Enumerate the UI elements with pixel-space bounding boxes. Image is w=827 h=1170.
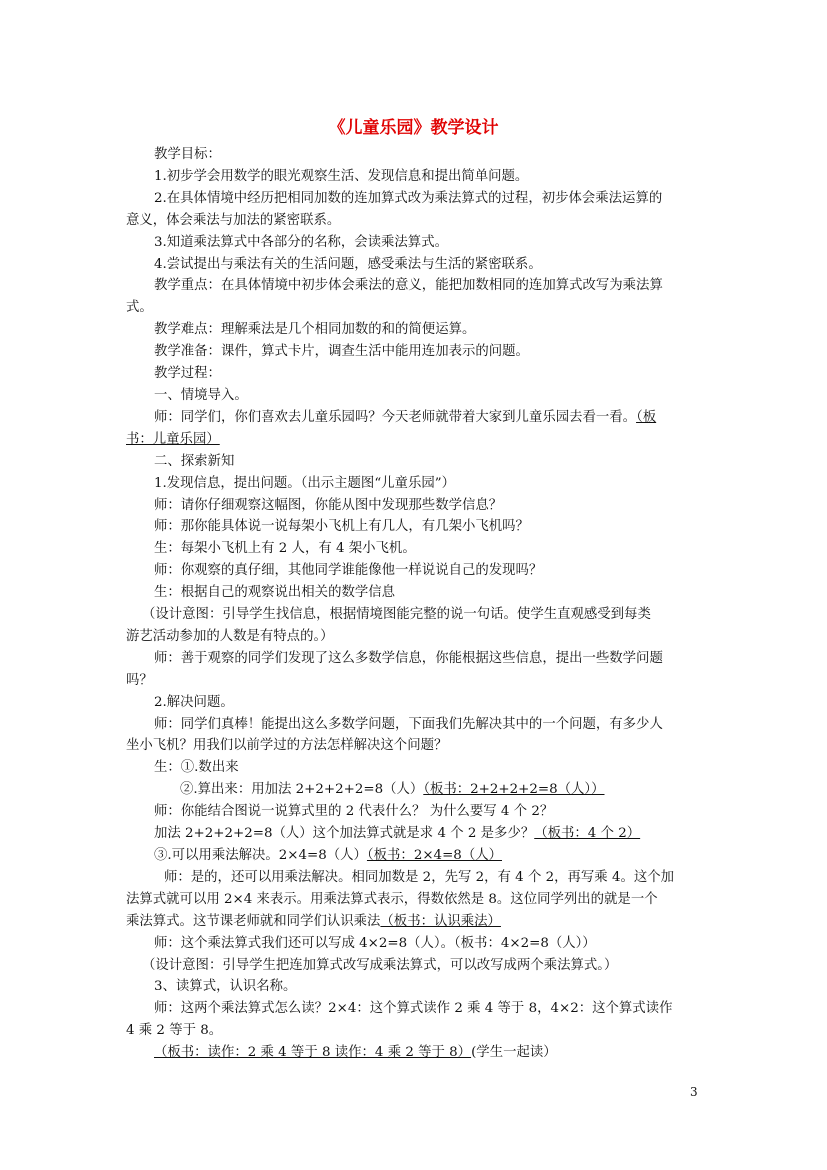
paragraph-line: 师：请你仔细观察这幅图，你能从图中发现那些数学信息？ (154, 497, 503, 513)
paragraph-line (126, 823, 706, 845)
document-body (126, 144, 706, 1064)
paragraph-line: 1.发现信息，提出问题。（出示主题图“儿童乐园”） (154, 475, 455, 491)
paragraph-line: 4 乘 2 等于 8。 (126, 1023, 223, 1039)
paragraph-line (126, 407, 706, 429)
design-intent-line: 游艺活动参加的人数是有特点的。） (126, 628, 334, 644)
paragraph-line: 意义，体会乘法与加法的紧密联系。 (126, 212, 341, 228)
section-heading: 3、读算式，认识名称。 (154, 979, 297, 995)
paragraph-line: 教学过程： (154, 366, 221, 382)
paragraph-line: 教学准备：课件，算式卡片，调查生活中能用连加表示的问题。 (154, 344, 529, 360)
paragraph-line (126, 779, 706, 801)
paragraph-line: 2.在具体情境中经历把相同加数的连加算式改为乘法算式的过程，初步体会乘法运算的 (154, 190, 663, 206)
blackboard-note: （板书：2×4=8（人） (366, 848, 502, 863)
blackboard-note: （板书：认识乘法） (380, 913, 501, 929)
blackboard-note: 书：儿童乐园） (126, 431, 220, 447)
blackboard-note: （板书：读作：2 乘 4 等于 8 读作：4 乘 2 等于 8） (154, 1045, 472, 1061)
paragraph-line: 吗？ (126, 672, 153, 688)
section-heading: 二、探索新知 (154, 453, 235, 469)
line-text: (学生一起读） (471, 1045, 557, 1061)
paragraph-line: 教学难点：理解乘法是几个相同加数的和的简便运算。 (154, 322, 476, 338)
paragraph-line: 师：你能结合图说一说算式里的 2 代表什么？ 为什么要写 4 个 2？ (154, 804, 554, 820)
line-text: 加法 2+2+2+2=8（人）这个加法算式就是求 4 个 2 是多少？ (154, 826, 535, 842)
paragraph-line (126, 1042, 706, 1064)
section-heading: 一、情境导入。 (154, 387, 248, 403)
paragraph-line: 师：那你能具体说一说每架小飞机上有几人，有几架小飞机吗？ (154, 519, 529, 535)
blackboard-note: （板 (636, 409, 657, 425)
paragraph-line: 生：①.数出来 (154, 760, 239, 776)
paragraph-line: 师：同学们真棒！能提出这么多数学问题，下面我们先解决其中的一个问题，有多少人 (154, 716, 663, 732)
page-number: 3 (690, 1085, 698, 1099)
paragraph-line: 师：是的，还可以用乘法解决。相同加数是 2，先写 2，有 4 个 2，再写乘 4。这个加 (164, 869, 675, 885)
paragraph-line: 4.尝试提出与乘法有关的生活问题，感受乘法与生活的紧密联系。 (154, 256, 542, 272)
paragraph-line: 2.解决问题。 (154, 694, 234, 710)
paragraph-line: 1.初步学会用数学的眼光观察生活、发现信息和提出简单问题。 (154, 168, 529, 184)
paragraph-line: 坐小飞机？用我们以前学过的方法怎样解决这个问题？ (126, 738, 448, 754)
blackboard-note: （板书：2+2+2+2=8（人）） (423, 782, 605, 798)
line-text: 乘法算式。这节课老师就和同学们认识乘法 (126, 913, 381, 929)
paragraph-line: 3.知道乘法算式中各部分的名称，会读乘法算式。 (154, 234, 448, 250)
paragraph-line: 教学目标： (154, 147, 221, 162)
line-text: ②.算出来：用加法 2+2+2+2=8（人） (180, 782, 424, 798)
paragraph-line: 教学重点：在具体情境中初步体会乘法的意义，能把加数相同的连加算式改写为乘法算 (154, 278, 663, 294)
line-text: ③.可以用乘法解决。2×4=8（人） (154, 848, 367, 863)
paragraph-line: 师：善于观察的同学们发现了这么多数学信息，你能根据这些信息，提出一些数学问题 (154, 650, 663, 666)
paragraph-line: 师：这两个乘法算式怎么读？2×4：这个算式读作 2 乘 4 等于 8，4×2：这个算式读作 (154, 1001, 673, 1017)
paragraph-line: 法算式就可以用 2×4 来表示。用乘法算式表示，得数依然是 8。这位同学列出的就是一个 (126, 891, 658, 907)
paragraph-line (126, 911, 706, 933)
design-intent-line: （设计意图：引导学生把连加算式改写成乘法算式，可以改写成两个乘法算式。） (142, 957, 618, 973)
design-intent-line: （设计意图：引导学生找信息，根据情境图能完整的说一句话。使学生直观感受到每类 (142, 607, 651, 623)
paragraph-line: 生：根据自己的观察说出相关的数学信息 (154, 585, 396, 601)
document-title: 《儿童乐园》教学设计 (328, 118, 499, 138)
paragraph-line: 生：每架小飞机上有 2 人，有 4 架小飞机。 (154, 541, 416, 557)
paragraph-line: 式。 (126, 300, 153, 316)
paragraph-line: 师：这个乘法算式我们还可以写成 4×2=8（人）。（板书：4×2=8（人）） (154, 935, 596, 951)
blackboard-note: （板书：4 个 2） (534, 826, 641, 842)
paragraph-line (126, 429, 706, 451)
paragraph-line: 师：你观察的真仔细，其他同学谁能像他一样说说自己的发现吗？ (154, 563, 543, 579)
line-text: 师：同学们，你们喜欢去儿童乐园吗？今天老师就带着大家到儿童乐园去看一看。 (154, 409, 637, 425)
paragraph-line (126, 845, 706, 867)
